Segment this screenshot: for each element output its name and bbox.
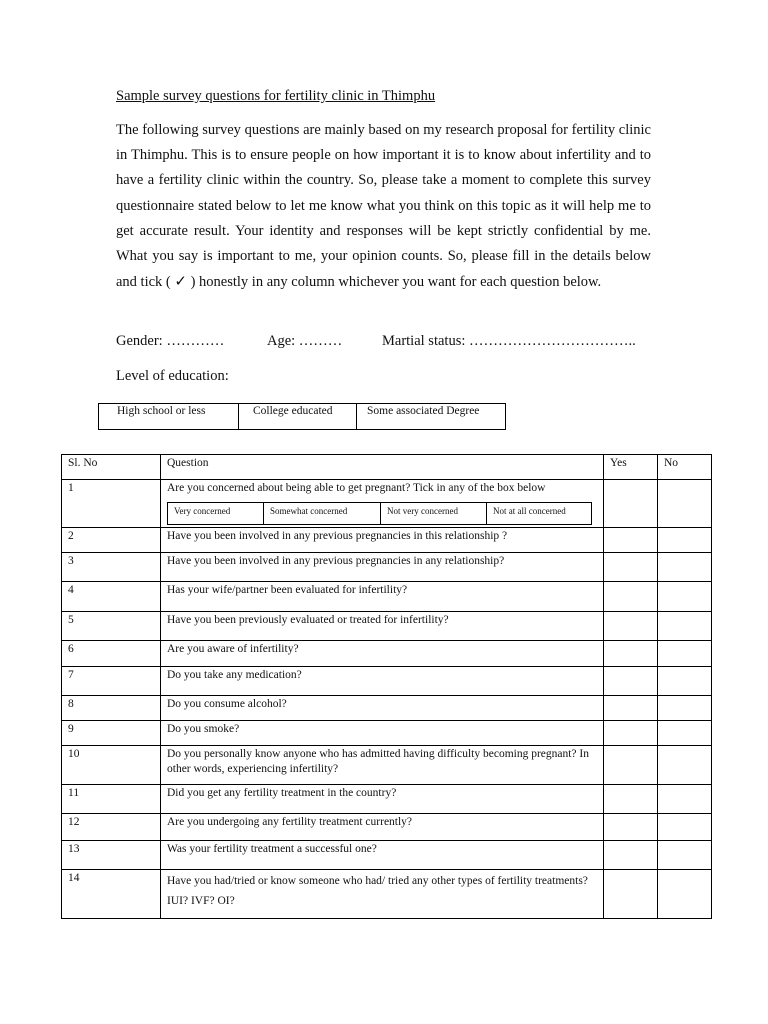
table-row <box>62 746 712 785</box>
row-number: 8 <box>62 696 161 721</box>
intro-text-end: ) honestly in any column whichever you want for each question below. <box>186 274 602 291</box>
header-yes: Yes <box>604 455 658 480</box>
concern-option-not-at-all[interactable]: Not at all concerned <box>487 503 592 525</box>
row-question: Do you take any medication? <box>161 667 604 696</box>
row-question: Are you aware of infertility? <box>161 641 604 667</box>
education-option-associate-degree[interactable]: Some associated Degree <box>357 404 506 430</box>
row-number: 10 <box>62 746 161 785</box>
intro-paragraph <box>116 118 651 295</box>
no-cell[interactable] <box>658 841 712 870</box>
table-row <box>62 814 712 841</box>
yes-cell[interactable] <box>604 841 658 870</box>
header-sl-no: Sl. No <box>62 455 161 480</box>
yes-cell[interactable] <box>604 746 658 785</box>
no-cell[interactable] <box>658 785 712 814</box>
table-row <box>62 553 712 582</box>
row-number: 1 <box>62 480 161 528</box>
survey-table <box>61 454 712 919</box>
row-question: Have you had/tried or know someone who had/ tried any other types of fertility treatments? IUI? IVF? OI? <box>161 870 604 919</box>
concern-options-table <box>167 502 592 525</box>
no-cell[interactable] <box>658 480 712 528</box>
yes-cell[interactable] <box>604 528 658 553</box>
table-row <box>62 612 712 641</box>
row-question: Do you smoke? <box>161 721 604 746</box>
yes-cell[interactable] <box>604 814 658 841</box>
row-number: 14 <box>62 870 161 919</box>
row-question: Have you been previously evaluated or treated for infertility? <box>161 612 604 641</box>
table-row <box>62 582 712 612</box>
yes-cell[interactable] <box>604 870 658 919</box>
table-row <box>62 696 712 721</box>
header-question: Question <box>161 455 604 480</box>
row-number: 13 <box>62 841 161 870</box>
no-cell[interactable] <box>658 612 712 641</box>
row-number: 5 <box>62 612 161 641</box>
row-question: Do you personally know anyone who has admitted having difficulty becoming pregnant? In other words, experiencing infertility? <box>161 746 604 785</box>
education-label: Level of education: <box>116 368 229 384</box>
row-number: 4 <box>62 582 161 612</box>
table-row <box>62 870 712 919</box>
concern-option-somewhat[interactable]: Somewhat concerned <box>264 503 381 525</box>
header-no: No <box>658 455 712 480</box>
table-header-row <box>62 455 712 480</box>
no-cell[interactable] <box>658 553 712 582</box>
row-question: Was your fertility treatment a successful one? <box>161 841 604 870</box>
row-number: 11 <box>62 785 161 814</box>
row-question-text: Are you concerned about being able to get pregnant? Tick in any of the box below <box>167 482 546 494</box>
row-question: Have you been involved in any previous pregnancies in any relationship? <box>161 553 604 582</box>
education-option-high-school[interactable]: High school or less <box>99 404 239 430</box>
row-question: Have you been involved in any previous pregnancies in this relationship ? <box>161 528 604 553</box>
yes-cell[interactable] <box>604 785 658 814</box>
yes-cell[interactable] <box>604 480 658 528</box>
row-question: Did you get any fertility treatment in the country? <box>161 785 604 814</box>
table-row <box>62 667 712 696</box>
table-row <box>62 528 712 553</box>
row-number: 2 <box>62 528 161 553</box>
row-number: 6 <box>62 641 161 667</box>
education-option-college[interactable]: College educated <box>239 404 357 430</box>
row-number: 3 <box>62 553 161 582</box>
yes-cell[interactable] <box>604 641 658 667</box>
document-title: Sample survey questions for fertility clinic in Thimphu <box>116 88 436 104</box>
table-row <box>62 721 712 746</box>
no-cell[interactable] <box>658 870 712 919</box>
concern-option-very[interactable]: Very concerned <box>168 503 264 525</box>
yes-cell[interactable] <box>604 553 658 582</box>
no-cell[interactable] <box>658 746 712 785</box>
no-cell[interactable] <box>658 528 712 553</box>
row-number: 12 <box>62 814 161 841</box>
row-question <box>161 480 604 528</box>
row-question: Are you undergoing any fertility treatment currently? <box>161 814 604 841</box>
row-number: 7 <box>62 667 161 696</box>
table-row <box>62 641 712 667</box>
table-row <box>62 785 712 814</box>
no-cell[interactable] <box>658 641 712 667</box>
yes-cell[interactable] <box>604 612 658 641</box>
yes-cell[interactable] <box>604 582 658 612</box>
row-number: 9 <box>62 721 161 746</box>
no-cell[interactable] <box>658 582 712 612</box>
no-cell[interactable] <box>658 696 712 721</box>
table-row <box>62 480 712 528</box>
no-cell[interactable] <box>658 667 712 696</box>
gender-field[interactable]: Gender: ………… <box>116 333 225 349</box>
table-row <box>62 841 712 870</box>
yes-cell[interactable] <box>604 721 658 746</box>
row-question: Has your wife/partner been evaluated for infertility? <box>161 582 604 612</box>
yes-cell[interactable] <box>604 696 658 721</box>
row-question: Do you consume alcohol? <box>161 696 604 721</box>
no-cell[interactable] <box>658 814 712 841</box>
yes-cell[interactable] <box>604 667 658 696</box>
education-options-table <box>98 403 506 430</box>
age-field[interactable]: Age: ……… <box>267 333 343 349</box>
concern-option-not-very[interactable]: Not very concerned <box>381 503 487 525</box>
marital-status-field[interactable]: Martial status: …………………………….. <box>382 333 636 349</box>
checkmark-icon: ✓ <box>174 272 187 291</box>
intro-text: The following survey questions are mainly based on my research proposal for fertility clinic in Thimphu. This is to ensure people on how important it is to know about infertility and to have a fertility clinic within the country. So, please take a moment to complete this survey questionnaire stated below to let me know what you think on this topic as it will help me to get accurate result. Your identity and responses will be kept strictly confidential by me. What you say is important to me, your opinion counts. So, please fill in the details below and tick ( <box>116 122 651 291</box>
no-cell[interactable] <box>658 721 712 746</box>
